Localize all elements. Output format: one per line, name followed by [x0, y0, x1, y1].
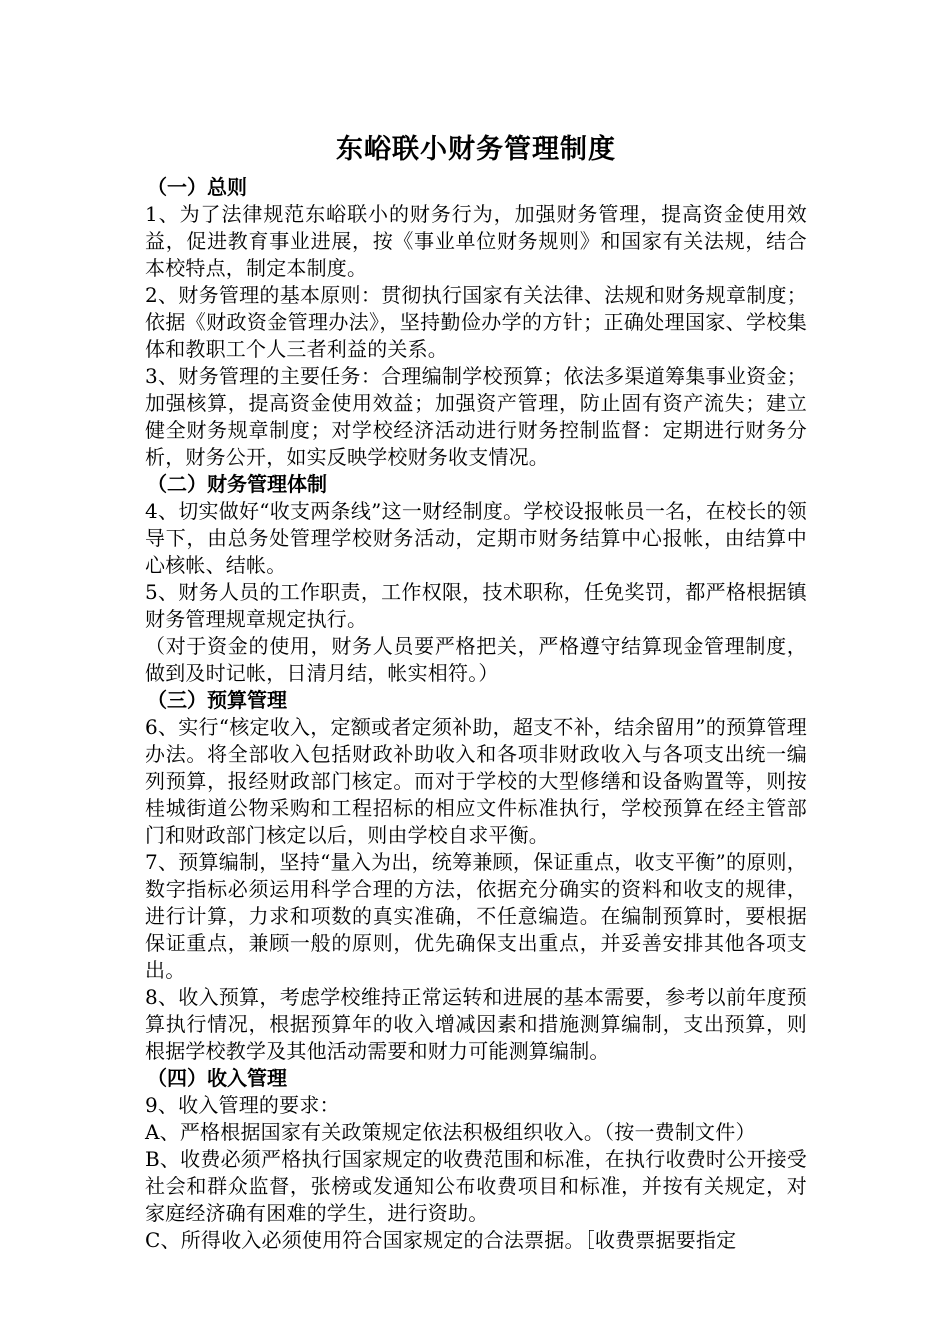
document-title: 东峪联小财务管理制度	[336, 134, 616, 165]
paragraph: 8、收入预算，考虑学校维持正常运转和进展的基本需要，参考以前年度预算执行情况，根据预算年的收入增减因素和措施测算编制，支出预算，则根据学校教学及其他活动需要和财力可能测算编制。	[145, 985, 807, 1063]
paragraph: 3、财务管理的主要任务：合理编制学校预算；依法多渠道筹集事业资金；加强核算，提高资金使用效益；加强资产管理，防止固有资产流失；建立健全财务规章制度；对学校经济活动进行财务控制监督：定期进行财务分析，财务公开，如实反映学校财务收支情况。	[145, 364, 807, 469]
document-page	[145, 130, 807, 1254]
section-heading: （一）总则	[147, 175, 247, 199]
section-income-management	[145, 1065, 807, 1254]
paragraph: 7、预算编制，坚持“量入为出，统筹兼顾，保证重点，收支平衡”的原则，数字指标必须运用科学合理的方法，依据充分确实的资料和收支的规律，进行计算，力求和项数的真实准确，不任意编造。在编制预算时，要根据保证重点，兼顾一般的原则，优先确保支出重点，并妥善安排其他各项支出。	[145, 850, 807, 982]
paragraph: B、收费必须严格执行国家规定的收费范围和标准，在执行收费时公开接受社会和群众监督，张榜或发通知公布收费项目和标准，并按有关规定，对家庭经济确有困难的学生，进行资助。	[145, 1147, 807, 1225]
section-management-system	[145, 471, 807, 687]
section-budget-management	[145, 687, 807, 1065]
paragraph: 1、为了法律规范东峪联小的财务行为，加强财务管理，提高资金使用效益，促进教育事业进展，按《事业单位财务规则》和国家有关法规，结合本校特点，制定本制度。	[145, 202, 807, 280]
paragraph: 6、实行“核定收入，定额或者定须补助，超支不补，结余留用”的预算管理办法。将全部收入包括财政补助收入和各项非财政收入与各项支出统一编列预算，报经财政部门核定。而对于学校的大型修缮和设备购置等，则按桂城街道公物采购和工程招标的相应文件标准执行，学校预算在经主管部门和财政部门核定以后，则由学校自求平衡。	[145, 715, 807, 847]
paragraph: C、所得收入必须使用符合国家规定的合法票据。［收费票据要指定	[145, 1228, 737, 1252]
paragraph: 4、切实做好“收支两条线”这一财经制度。学校设报帐员一名，在校长的领导下，由总务处管理学校财务活动，定期市财务结算中心报帐，由结算中心核帐、结帐。	[145, 499, 807, 577]
paragraph: A、严格根据国家有关政策规定依法积极组织收入。（按一费制文件）	[145, 1120, 756, 1144]
paragraph: 2、财务管理的基本原则：贯彻执行国家有关法律、法规和财务规章制度；依据《财政资金管理办法》，坚持勤俭办学的方针；正确处理国家、学校集体和教职工个人三者利益的关系。	[145, 283, 807, 361]
section-general	[145, 174, 807, 471]
section-heading: （四）收入管理	[147, 1066, 287, 1090]
paragraph: 9、收入管理的要求：	[145, 1093, 340, 1117]
paragraph: 5、财务人员的工作职责，工作权限，技术职称，任免奖罚，都严格根据镇财务管理规章规定执行。	[145, 580, 807, 631]
paragraph: （对于资金的使用，财务人员要严格把关，严格遵守结算现金管理制度，做到及时记帐，日清月结，帐实相符。）	[145, 634, 807, 685]
section-heading: （二）财务管理体制	[147, 472, 327, 496]
section-heading: （三）预算管理	[147, 688, 287, 712]
